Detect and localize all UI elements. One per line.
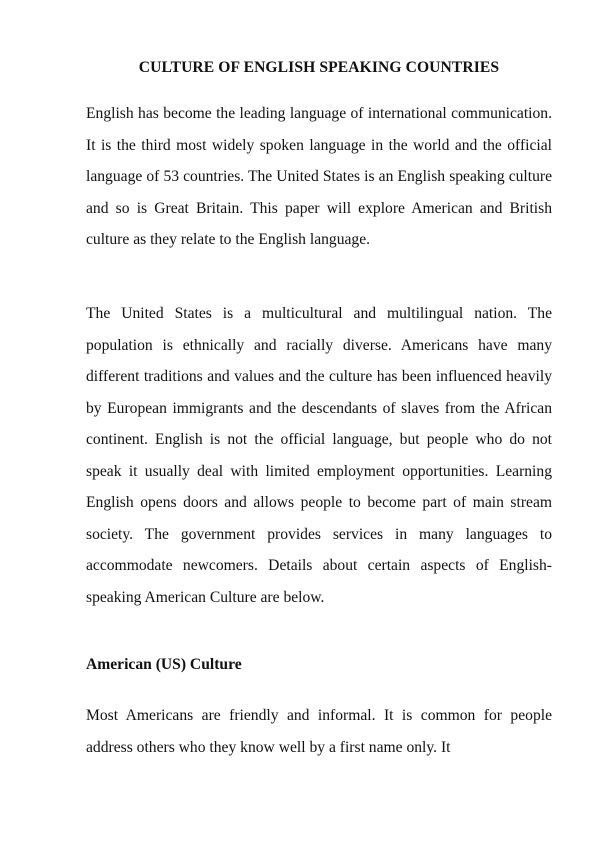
section-heading-american-culture: American (US) Culture (86, 656, 242, 673)
paragraph-introduction: English has become the leading language of international communication. It is the third most widely spoken language in the world and the official language of 53 countries. The United States is an English speaking culture and so is Great Britain. This paper will explore American and British culture as they relate to the English language. (86, 105, 552, 248)
paragraph-american-culture: Most Americans are friendly and informal. It is common for people address others who they know well by a first name only. It (86, 707, 552, 756)
document-title: CULTURE OF ENGLISH SPEAKING COUNTRIES (138, 59, 500, 76)
paragraph-united-states: The United States is a multicultural and multilingual nation. The population is ethnically and racially diverse. Americans have many different traditions and values and the culture has been influenced heavily by European immigrants and the descendants of slaves from the African continent. English is not the official language, but people who do not speak it usually deal with limited employment opportunities. Learning English opens doors and allows people to become part of main stream society. The government provides services in many languages to accommodate newcomers. Details about certain aspects of English-speaking American Culture are below. (86, 305, 552, 606)
